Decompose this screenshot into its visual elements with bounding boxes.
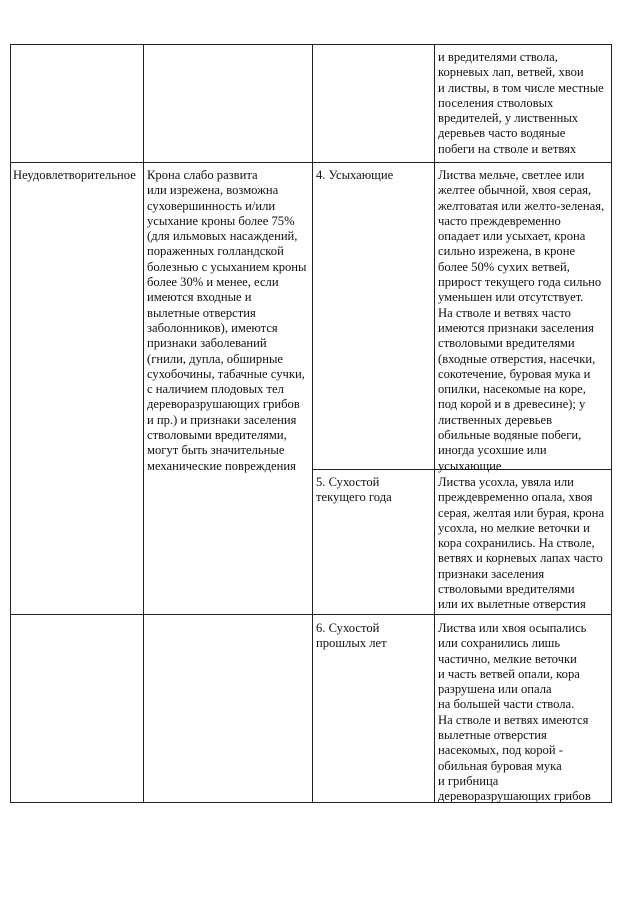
signs-line: кора сохранились. На стволе, xyxy=(438,536,595,551)
column-divider-3 xyxy=(434,44,435,803)
signs-line: желтее обычной, хвоя серая, xyxy=(438,183,592,198)
signs-line: частично, мелкие веточки xyxy=(438,651,577,666)
signs-line: обильные водяные побеги, xyxy=(438,428,582,443)
category-label: текущего года xyxy=(316,490,392,505)
category-cell xyxy=(316,475,392,506)
crown-line: могут быть значительные xyxy=(147,443,285,458)
signs-cell xyxy=(438,168,604,474)
signs-line: уменьшен или отсутствует. xyxy=(438,290,584,305)
signs-line: Листва мельче, светлее или xyxy=(438,168,585,182)
crown-line: или изрежена, возможна xyxy=(147,183,279,198)
signs-line: серая, желтая или бурая, крона xyxy=(438,505,605,520)
category-label: прошлых лет xyxy=(316,636,387,651)
signs-line: признаки заселения xyxy=(438,566,545,581)
signs-line: и грибница xyxy=(438,773,499,788)
signs-line: и вредителями ствола, xyxy=(438,50,558,64)
signs-line: вредителей, у лиственных xyxy=(438,111,579,126)
crown-line: с наличием плодовых тел xyxy=(147,382,284,397)
signs-line: и часть ветвей опали, кора xyxy=(438,666,580,681)
column-divider-2 xyxy=(312,44,313,803)
signs-line: На стволе и ветвях имеются xyxy=(438,712,589,727)
signs-line: и листвы, в том числе местные xyxy=(438,80,604,95)
crown-line: болезнью с усыханием кроны xyxy=(147,259,307,274)
signs-line: стволовыми вредителями xyxy=(438,582,575,597)
signs-line: побеги на стволе и ветвях xyxy=(438,141,577,156)
crown-line: суховершинность и/или xyxy=(147,198,276,213)
crown-line: (для ильмовых насаждений, xyxy=(147,229,298,244)
condition-status-cell xyxy=(13,168,136,183)
signs-line: усыхающие xyxy=(438,458,502,473)
signs-line: сильно изрежена, в кроне xyxy=(438,244,576,259)
signs-line: иногда усохшие или xyxy=(438,443,547,458)
signs-line: прирост текущего года сильно xyxy=(438,275,602,290)
crown-line: Крона слабо развита xyxy=(147,168,258,182)
signs-line: ветвях и корневых лапах часто xyxy=(438,551,603,566)
crown-line: вылетные отверстия xyxy=(147,305,256,320)
signs-line: Листва усохла, увяла или xyxy=(438,475,574,489)
signs-cell xyxy=(438,621,591,805)
signs-line: или их вылетные отверстия xyxy=(438,597,586,612)
crown-line: усыхание кроны более 75% xyxy=(147,213,295,228)
signs-line: сокотечение, буровая мука и xyxy=(438,366,591,381)
signs-line: (входные отверстия, насечки, xyxy=(438,351,596,366)
crown-line: заболонников), имеются xyxy=(147,320,278,335)
signs-line: разрушена или опала xyxy=(438,682,552,697)
crown-line: признаки заболеваний xyxy=(147,336,267,351)
table-row xyxy=(438,50,604,157)
category-cell xyxy=(316,621,387,652)
signs-line: под корой и в древесине); у xyxy=(438,397,586,412)
table-border-top xyxy=(10,44,612,45)
signs-line: часто преждевременно xyxy=(438,213,561,228)
crown-line: сухобочины, табачные сучки, xyxy=(147,366,305,381)
signs-line: На стволе и ветвях часто xyxy=(438,305,571,320)
signs-line: опилки, насекомые на коре, xyxy=(438,382,586,397)
signs-line: корневых лап, ветвей, хвои xyxy=(438,65,584,80)
signs-line: стволовыми вредителями xyxy=(438,336,575,351)
signs-cell xyxy=(438,475,604,613)
signs-line: насекомых, под корой - xyxy=(438,743,563,758)
crown-line: более 30% и менее, если xyxy=(147,275,279,290)
crown-line: пораженных голландской xyxy=(147,244,284,259)
crown-line: имеются входные и xyxy=(147,290,252,305)
signs-line: Листва или хвоя осыпались xyxy=(438,621,587,635)
signs-line: имеются признаки заселения xyxy=(438,320,594,335)
crown-line: и пр.) и признаки заселения xyxy=(147,412,297,427)
category-cell xyxy=(316,168,393,183)
signs-line: обильная буровая мука xyxy=(438,758,562,773)
column-divider-1 xyxy=(143,44,144,803)
table-border-right xyxy=(611,44,612,803)
crown-line: механические повреждения xyxy=(147,458,296,473)
signs-line: лиственных деревьев xyxy=(438,412,553,427)
category-label: 5. Сухостой xyxy=(316,475,380,489)
table-border-left xyxy=(10,44,11,803)
crown-description-cell xyxy=(147,168,307,474)
signs-line: желтоватая или желто-зеленая, xyxy=(438,198,605,213)
crown-line: дереворазрушающих грибов xyxy=(147,397,300,412)
crown-line: стволовыми вредителями, xyxy=(147,428,287,443)
signs-line: или сохранились лишь xyxy=(438,636,561,651)
signs-line: вылетные отверстия xyxy=(438,728,547,743)
row-divider-3 xyxy=(10,614,612,615)
signs-line: опадает или усыхает, крона xyxy=(438,229,586,244)
signs-line: усохла, но мелкие веточки и xyxy=(438,520,590,535)
signs-line: преждевременно опала, хвоя xyxy=(438,490,593,505)
signs-line: деревьев часто водяные xyxy=(438,126,566,141)
signs-line: на большей части ствола. xyxy=(438,697,575,712)
category-label: 4. Усыхающие xyxy=(316,168,394,182)
crown-line: (гнили, дупла, обширные xyxy=(147,351,284,366)
condition-status: Неудовлетворительное xyxy=(13,168,136,182)
signs-line: поселения стволовых xyxy=(438,95,554,110)
row-divider-1 xyxy=(10,162,612,163)
signs-line: дереворазрушающих грибов xyxy=(438,789,591,804)
category-label: 6. Сухостой xyxy=(316,621,380,635)
signs-line: более 50% сухих ветвей, xyxy=(438,259,570,274)
